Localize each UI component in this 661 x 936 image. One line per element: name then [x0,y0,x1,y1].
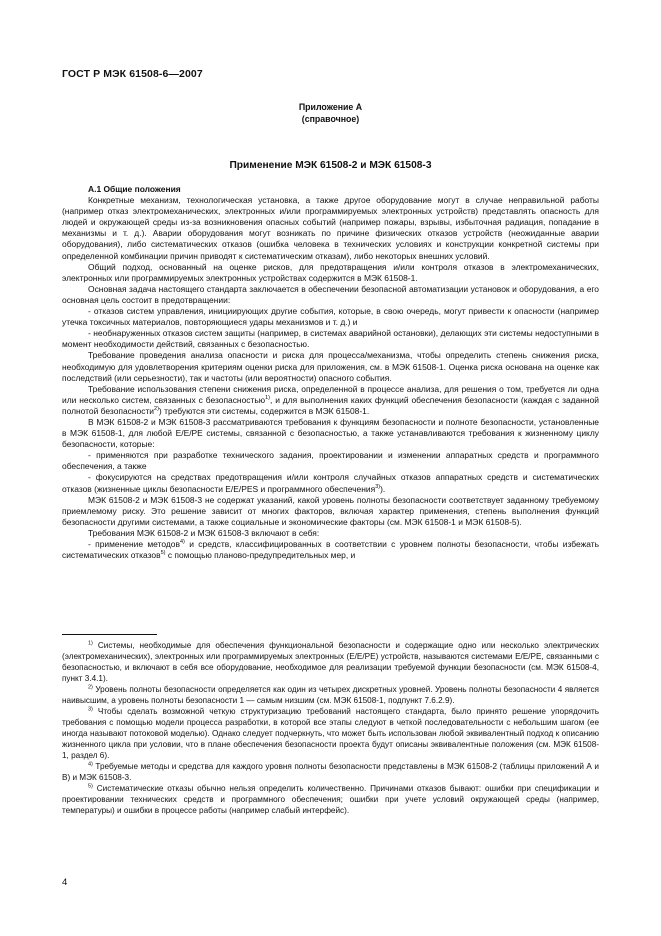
paragraph-text: Конкретные механизм, технологическая установка, а также другое оборудование могут в случае неправильной работы (например отказ электромеханических, электронных и/или программируемых электронных устройств) представлять опасность для людей и окружающей среды из-за возникновения опасных событий (например пожары, взрывы, избыточная радиация, попадание в механизмы и т. д.). Аварии оборудования могут возникать по причине физических отказов устройств (неожиданные аварии оборудования), либо систематических отказов (ошибка человека в технических условиях и конструкции конкретной системы при определенной комбинации причин приводят к систематическим отказам), либо некоторых внешних условий. [62,195,599,261]
footnote-divider [62,634,157,635]
paragraph [62,350,599,383]
footnote [62,783,599,816]
paragraph-text: Требования МЭК 61508-2 и МЭК 61508-3 включают в себя: [88,527,320,538]
paragraph [62,417,599,450]
paragraph-text: с помощью планово-предупредительных мер, и [165,550,356,561]
list-item [62,306,599,328]
paragraph [62,528,599,539]
paragraph-text: , и для выполнения каких функций обеспечения безопасности (каждая с заданной полнотой безопасности [62,394,599,416]
paragraph-text: - применение методов [88,539,180,549]
footnote-mark: 3) [88,706,93,713]
list-item [62,450,599,472]
paragraph-text: ) требуются эти системы, содержится в МЭК 61508-1. [158,405,370,416]
paragraph [62,495,599,528]
section-heading: А.1 Общие положения [88,184,181,194]
paragraph [62,384,599,417]
footnote-text: Уровень полноты безопасности определяется как один из четырех дискретных уровней. Уровень полноты безопасности 4 является наивысшим, а уровень полноты безопасности 1 — самым низшим (см. МЭК 61508-1, подпункт 7.6.2.9). [62,685,599,705]
appendix-status: (справочное) [301,114,360,124]
paragraph-text: Требование использования степени снижения риска, определенной в процессе анализа, для решения о том, требуется ли одна или несколько систем, связанных с безопасностью [62,383,599,405]
footnote-text: Системы, необходимые для обеспечения функциональной безопасности и содержащие одно или несколько электрических (электромеханических), электронных или программируемых электронных (Е/Е/РЕ) устройств, называются системами Е/Е/РЕ, связанными с безопасностью, и включают в себя все оборудование, необходимое для реализации требуемой функции безопасности (см. МЭК 61508-4, пункт 3.4.1). [62,641,599,683]
paragraph-text: - фокусируются на средствах предотвращения и/или контроля случайных отказов аппаратных средств и систематических отказов (жизненные циклы безопасности Е/Е/РЕS и программного обеспечения [62,472,599,494]
list-item [62,328,599,350]
footnote-mark: 1) [88,640,93,647]
body-text [62,184,599,561]
paragraph-text: - отказов систем управления, инициирующих другие события, которые, в свою очередь, могут привести к опасности (например утечка токсичных материалов, повторяющиеся удары механизмов и т. д.) и [62,306,599,328]
footnote-ref: 1) [265,394,270,401]
footnote-text: Требуемые методы и средства для каждого уровня полноты безопасности представлены в МЭК 61508-2 (таблицы приложений А и В) и МЭК 61508-3. [62,762,599,782]
paragraph-text: и средств, классифицированных в соответствии с уровнем полноты безопасности, чтобы избежать систематических отказов [62,539,599,561]
list-item [62,472,599,494]
appendix-label: Приложение А [298,102,363,112]
footnote-mark: 5) [88,783,93,790]
footnote [62,640,599,684]
paragraph-text: МЭК 61508-2 и МЭК 61508-3 не содержат указаний, какой уровень полноты безопасности соответствует заданному требуемому приемлемому риску. Это решение зависит от многих факторов, включая характер применения, степень выполнения функций безопасности другими системами, а также социальные и экономические факторы (см. МЭК 61508-1 и МЭК 61508-5). [62,494,599,527]
paragraph-text: - необнаруженных отказов систем защиты (например, в системах аварийной остановки), делающих эти системы недоступными в момент необходимости действий, связанных с безопасностью. [62,328,599,350]
appendix-heading [62,101,599,125]
footnote-ref: 5) [160,550,166,557]
list-item [62,539,599,561]
footnotes [62,640,599,816]
footnote [62,706,599,761]
paragraph-text: Общий подход, основанный на оценке рисков, для предотвращения и/или контроля отказов в электромеханических, электронных или программируемых электронных устройствах содержится в МЭК 61508-1. [62,261,599,283]
page-number: 4 [62,877,68,888]
footnote [62,761,599,783]
paragraph [62,262,599,284]
paragraph [62,284,599,306]
footnote-text: Чтобы сделать возможной четкую структуризацию требований настоящего стандарта, было принято решение упорядочить требования с помощью модели процесса разработки, в которой все этапы следуют в четкой последовательности с небольшим шагом (ее иногда называют потоковой моделью). Однако следует подчеркнуть, что может быть использован любой эквивалентный подход к описанию жизненного цикла при условии, что в плане обеспечения безопасности проекта будут описаны эквивалентные положения (см. МЭК 61508-1, раздел 6). [62,707,599,760]
paragraph-text: ). [380,483,386,494]
footnote-ref: 2) [154,406,159,413]
paragraph-text: В МЭК 61508-2 и МЭК 61508-3 рассматриваются требования к функциям безопасности и полноте безопасности, установленные в МЭК 61508-1, для любой Е/Е/РЕ системы, связанной с безопасностью, а также устанавливаются требования к жизненному циклу безопасности, которые: [62,416,599,450]
paragraph-text: Требование проведения анализа опасности и риска для процесса/механизма, чтобы определить степень снижения риска, необходимую для удовлетворения критериям оценки риска для приложения, см. в МЭК 61508-1. Оценка риска основана на оценке как последствий (или серьезности), так и частоты (или вероятности) опасного события. [62,350,599,383]
footnote-ref: 3) [375,483,381,490]
footnote-text: Систематические отказы обычно нельзя определить количественно. Причинами отказов бывают: ошибки при спецификации и проектировании технических средств и программного обеспечения; ошибки при учете условий окружающей среды (например, температуры) и ошибки в процессе работы (например слабый интерфейс). [62,784,599,815]
paragraph [62,195,599,262]
footnote-ref: 4) [179,539,185,546]
footnote-mark: 4) [88,761,93,768]
footnote [62,684,599,706]
document-code: ГОСТ Р МЭК 61508-6—2007 [62,68,203,80]
paragraph-text: - применяются при разработке технического задания, проектировании и изменении аппаратных средств и программного обеспечения, а также [62,450,599,472]
appendix-title: Применение МЭК 61508-2 и МЭК 61508-3 [229,160,432,171]
paragraph-text: Основная задача настоящего стандарта заключается в обеспечении безопасной автоматизации установок и оборудования, а его основная цель состоит в предотвращении: [62,283,599,305]
footnote-mark: 2) [88,684,93,691]
